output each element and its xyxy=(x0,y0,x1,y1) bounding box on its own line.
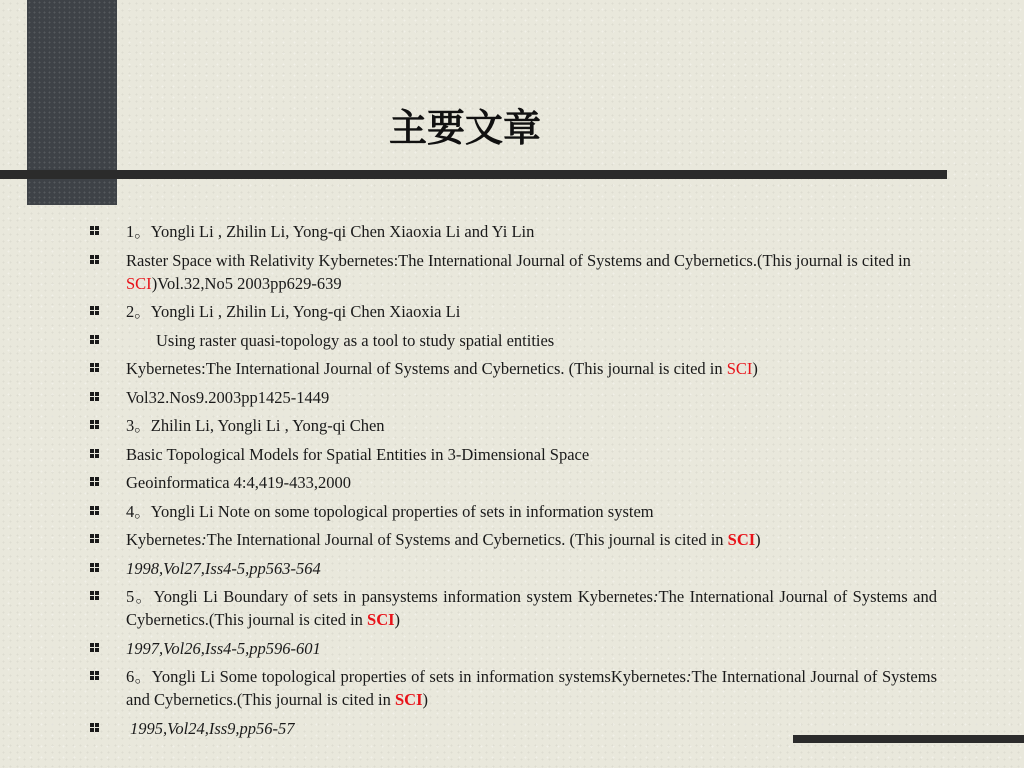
item-text: )Vol.32,No5 2003pp629-639 xyxy=(151,273,342,293)
square-bullet-icon xyxy=(90,671,99,680)
list-item xyxy=(90,249,937,295)
list-item xyxy=(90,665,937,711)
list-item xyxy=(90,300,937,323)
item-text: 1。Yongli Li , Zhilin Li, Yong-qi Chen Xiaoxia Li and Yi Lin xyxy=(126,222,535,241)
square-bullet-icon xyxy=(90,226,99,235)
square-bullet-icon xyxy=(90,392,99,401)
list-item xyxy=(90,717,937,740)
item-text: ) xyxy=(752,359,758,378)
square-bullet-icon xyxy=(90,723,99,732)
title-bold-part: 主要 xyxy=(388,105,465,150)
item-text: The International Journal of Systems and Cybernetics. (This journal is cited in xyxy=(206,530,728,549)
page-title xyxy=(0,104,930,152)
list-item xyxy=(90,585,937,631)
item-text: Kybernetes:The International Journal of Systems and Cybernetics. (This journal is cited in xyxy=(126,359,727,378)
title-regular-part: 文章 xyxy=(465,105,542,150)
square-bullet-icon xyxy=(90,363,99,372)
item-text: ) xyxy=(394,610,401,629)
item-text: 2。Yongli Li , Zhilin Li, Yong-qi Chen Xiaoxia Li xyxy=(126,302,461,321)
square-bullet-icon xyxy=(90,335,99,344)
list-item xyxy=(90,637,937,660)
item-text: 1998,Vol27,Iss4-5,pp563-564 xyxy=(126,558,321,578)
item-text: Using raster quasi-topology as a tool to study spatial entities xyxy=(156,330,555,350)
item-text: Raster Space with Relativity Kybernetes:The International Journal of Systems and Cybernetics.(This journal is cited in xyxy=(126,250,911,270)
square-bullet-icon xyxy=(90,449,99,458)
sci-tag: SCI xyxy=(727,530,756,549)
item-text: Basic Topological Models for Spatial Entities in 3-Dimensional Space xyxy=(126,444,590,464)
square-bullet-icon xyxy=(90,477,99,486)
list-item xyxy=(90,500,937,523)
item-text: 6。Yongli Li Some topological properties of sets in information systemsKybernetes xyxy=(126,667,686,686)
item-text: The International Journal of Systems and Cybernetics.(This journal is cited in xyxy=(126,587,937,629)
item-text: 1997,Vol26,Iss4-5,pp596-601 xyxy=(126,638,321,658)
square-bullet-icon xyxy=(90,643,99,652)
square-bullet-icon xyxy=(90,420,99,429)
item-text: Vol32.Nos9.2003pp1425-1449 xyxy=(126,387,330,407)
item-text: 3。Zhilin Li, Yongli Li , Yong-qi Chen xyxy=(126,416,385,435)
square-bullet-icon xyxy=(90,563,99,572)
item-text: 1995,Vol24,Iss9,pp56-57 xyxy=(130,718,295,738)
sci-tag: SCI xyxy=(394,690,423,709)
sci-tag: SCI xyxy=(726,359,753,378)
item-colon: : xyxy=(652,587,659,606)
square-bullet-icon xyxy=(90,591,99,600)
item-text: ) xyxy=(755,530,761,549)
list-item xyxy=(90,528,937,551)
square-bullet-icon xyxy=(90,534,99,543)
sci-tag: SCI xyxy=(126,273,152,293)
item-text: 5。Yongli Li Boundary of sets in pansystems information system Kybernetes xyxy=(126,587,653,606)
title-divider-bar xyxy=(0,170,947,179)
square-bullet-icon xyxy=(90,255,99,264)
square-bullet-icon xyxy=(90,506,99,515)
list-item xyxy=(90,329,937,352)
list-item xyxy=(90,386,937,409)
list-item xyxy=(90,443,937,466)
list-item xyxy=(90,414,937,437)
item-text: The International Journal of Systems and Cybernetics.(This journal is cited in xyxy=(126,667,938,709)
list-item xyxy=(90,557,937,580)
sci-tag: SCI xyxy=(367,610,395,629)
item-colon: : xyxy=(685,667,692,686)
list-item xyxy=(90,357,937,380)
list-item xyxy=(90,471,937,494)
list-item xyxy=(90,220,937,243)
item-text: 4。Yongli Li Note on some topological properties of sets in information system xyxy=(126,501,654,521)
item-text: Geoinformatica 4:4,419-433,2000 xyxy=(126,473,351,492)
item-colon: : xyxy=(201,530,207,549)
item-text: Kybernetes xyxy=(126,530,202,549)
article-list xyxy=(90,220,937,745)
item-text: ) xyxy=(422,690,428,709)
square-bullet-icon xyxy=(90,306,99,315)
